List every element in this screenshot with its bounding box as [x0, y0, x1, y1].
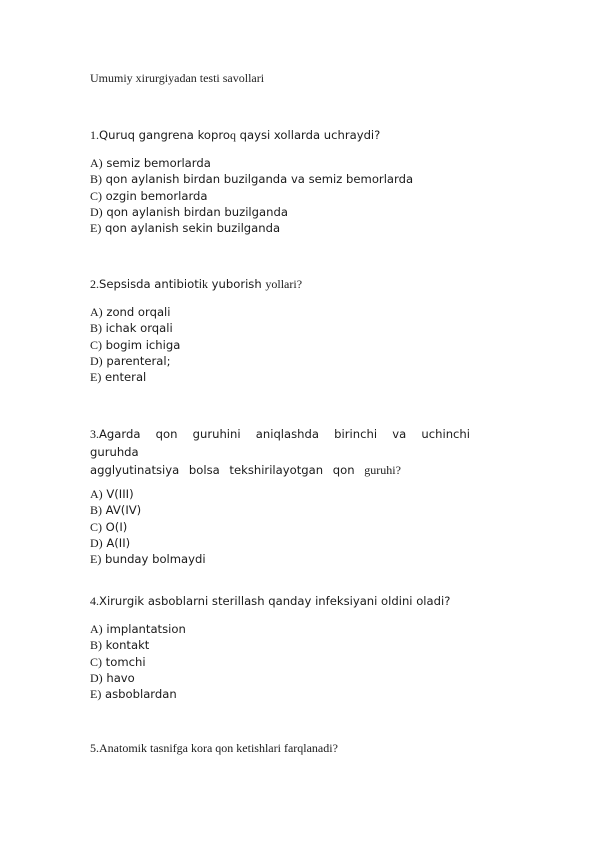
option-text: qon aylanish birdan buzilganda: [102, 204, 288, 219]
question-number: 1.: [90, 128, 99, 142]
option-text: implantatsion: [102, 622, 186, 636]
question-text: Xirurgik asboblarni sterillash qanday infeksiyani oldini oladi?: [99, 594, 451, 608]
question-4-options: [90, 621, 186, 702]
option-letter: D): [90, 353, 103, 368]
option-e: [90, 369, 180, 385]
option-e: [90, 220, 413, 236]
question-3-options: [90, 486, 206, 567]
option-text: semiz bemorlarda: [102, 156, 211, 170]
question-text-part: yollari?: [265, 277, 303, 291]
question-text: Agarda qon guruhini aniqlashda birinchi va uchinchi guruhda: [90, 427, 470, 459]
option-text: enteral: [101, 370, 147, 385]
question-number: 3.: [90, 427, 99, 441]
question-text-part: guruhi?: [364, 463, 401, 477]
option-letter: E): [90, 370, 102, 385]
option-letter: A): [90, 487, 103, 501]
option-letter: A): [90, 622, 103, 636]
question-number: 5.: [90, 741, 99, 755]
option-d: [90, 535, 206, 551]
option-text: ozgin bemorlarda: [102, 188, 208, 203]
option-text: ichak orqali: [102, 321, 173, 336]
option-letter: B): [90, 503, 102, 518]
question-text-part: q: [229, 128, 236, 142]
option-e: [90, 686, 186, 702]
question-text: Anatomik tasnifga kora qon ketishlari farqlanadi?: [99, 741, 338, 755]
question-text-part: yuborish: [207, 277, 266, 291]
option-a: [90, 304, 180, 320]
option-b: [90, 502, 206, 518]
question-4: [90, 594, 450, 609]
option-d: [90, 353, 180, 369]
document-title: Umumiy xirurgiyadan testi savollari: [90, 71, 265, 85]
question-text: Quruq gangrena kopro: [99, 128, 230, 142]
question-text-part: qaysi xollarda uchraydi?: [235, 128, 381, 142]
option-b: [90, 637, 186, 653]
option-e: [90, 551, 206, 567]
option-text: tomchi: [102, 654, 146, 669]
option-c: [90, 519, 206, 535]
option-text: qon aylanish sekin buzilganda: [101, 221, 281, 236]
option-a: [90, 486, 206, 502]
question-number: 4.: [90, 594, 99, 608]
option-letter: E): [90, 687, 102, 702]
question-text-part: k: [201, 277, 208, 291]
question-1: [90, 128, 380, 143]
option-text: asboblardan: [101, 687, 177, 702]
option-letter: B): [90, 638, 102, 653]
question-text: Sepsisda antibioti: [99, 277, 202, 291]
question-1-options: [90, 155, 413, 236]
option-letter: D): [90, 670, 103, 685]
question-text: agglyutinatsiya bolsa tekshirilayotgan qon: [90, 463, 365, 477]
option-letter: C): [90, 337, 102, 352]
option-text: zond orqali: [102, 305, 171, 319]
option-d: [90, 670, 186, 686]
question-2-options: [90, 304, 180, 385]
option-letter: B): [90, 172, 102, 187]
option-text: qon aylanish birdan buzilganda va semiz bemorlarda: [102, 172, 414, 187]
option-text: parenteral;: [102, 353, 171, 368]
question-line-1: [90, 425, 470, 461]
option-letter: E): [90, 221, 102, 236]
option-c: [90, 654, 186, 670]
option-d: [90, 204, 413, 220]
option-letter: E): [90, 552, 102, 567]
option-letter: B): [90, 321, 102, 336]
option-c: [90, 337, 180, 353]
option-text: havo: [102, 670, 135, 685]
option-text: kontakt: [102, 638, 150, 653]
option-a: [90, 621, 186, 637]
option-text: bogim ichiga: [102, 337, 181, 352]
question-2: [90, 277, 302, 292]
option-b: [90, 320, 180, 336]
option-text: AV(IV): [102, 503, 142, 518]
option-text: V(III): [102, 487, 134, 501]
option-letter: D): [90, 535, 103, 550]
question-3: [90, 425, 470, 479]
option-letter: C): [90, 654, 102, 669]
option-letter: D): [90, 204, 103, 219]
option-letter: C): [90, 519, 102, 534]
option-letter: A): [90, 305, 103, 319]
option-text: bunday bolmaydi: [101, 552, 206, 567]
option-b: [90, 171, 413, 187]
option-text: O(I): [102, 519, 128, 534]
option-a: [90, 155, 413, 171]
question-number: 2.: [90, 277, 99, 291]
option-letter: C): [90, 188, 102, 203]
option-c: [90, 188, 413, 204]
question-5: [90, 741, 338, 756]
option-text: A(II): [102, 535, 131, 550]
question-line-2: [90, 461, 470, 479]
option-letter: A): [90, 156, 103, 170]
